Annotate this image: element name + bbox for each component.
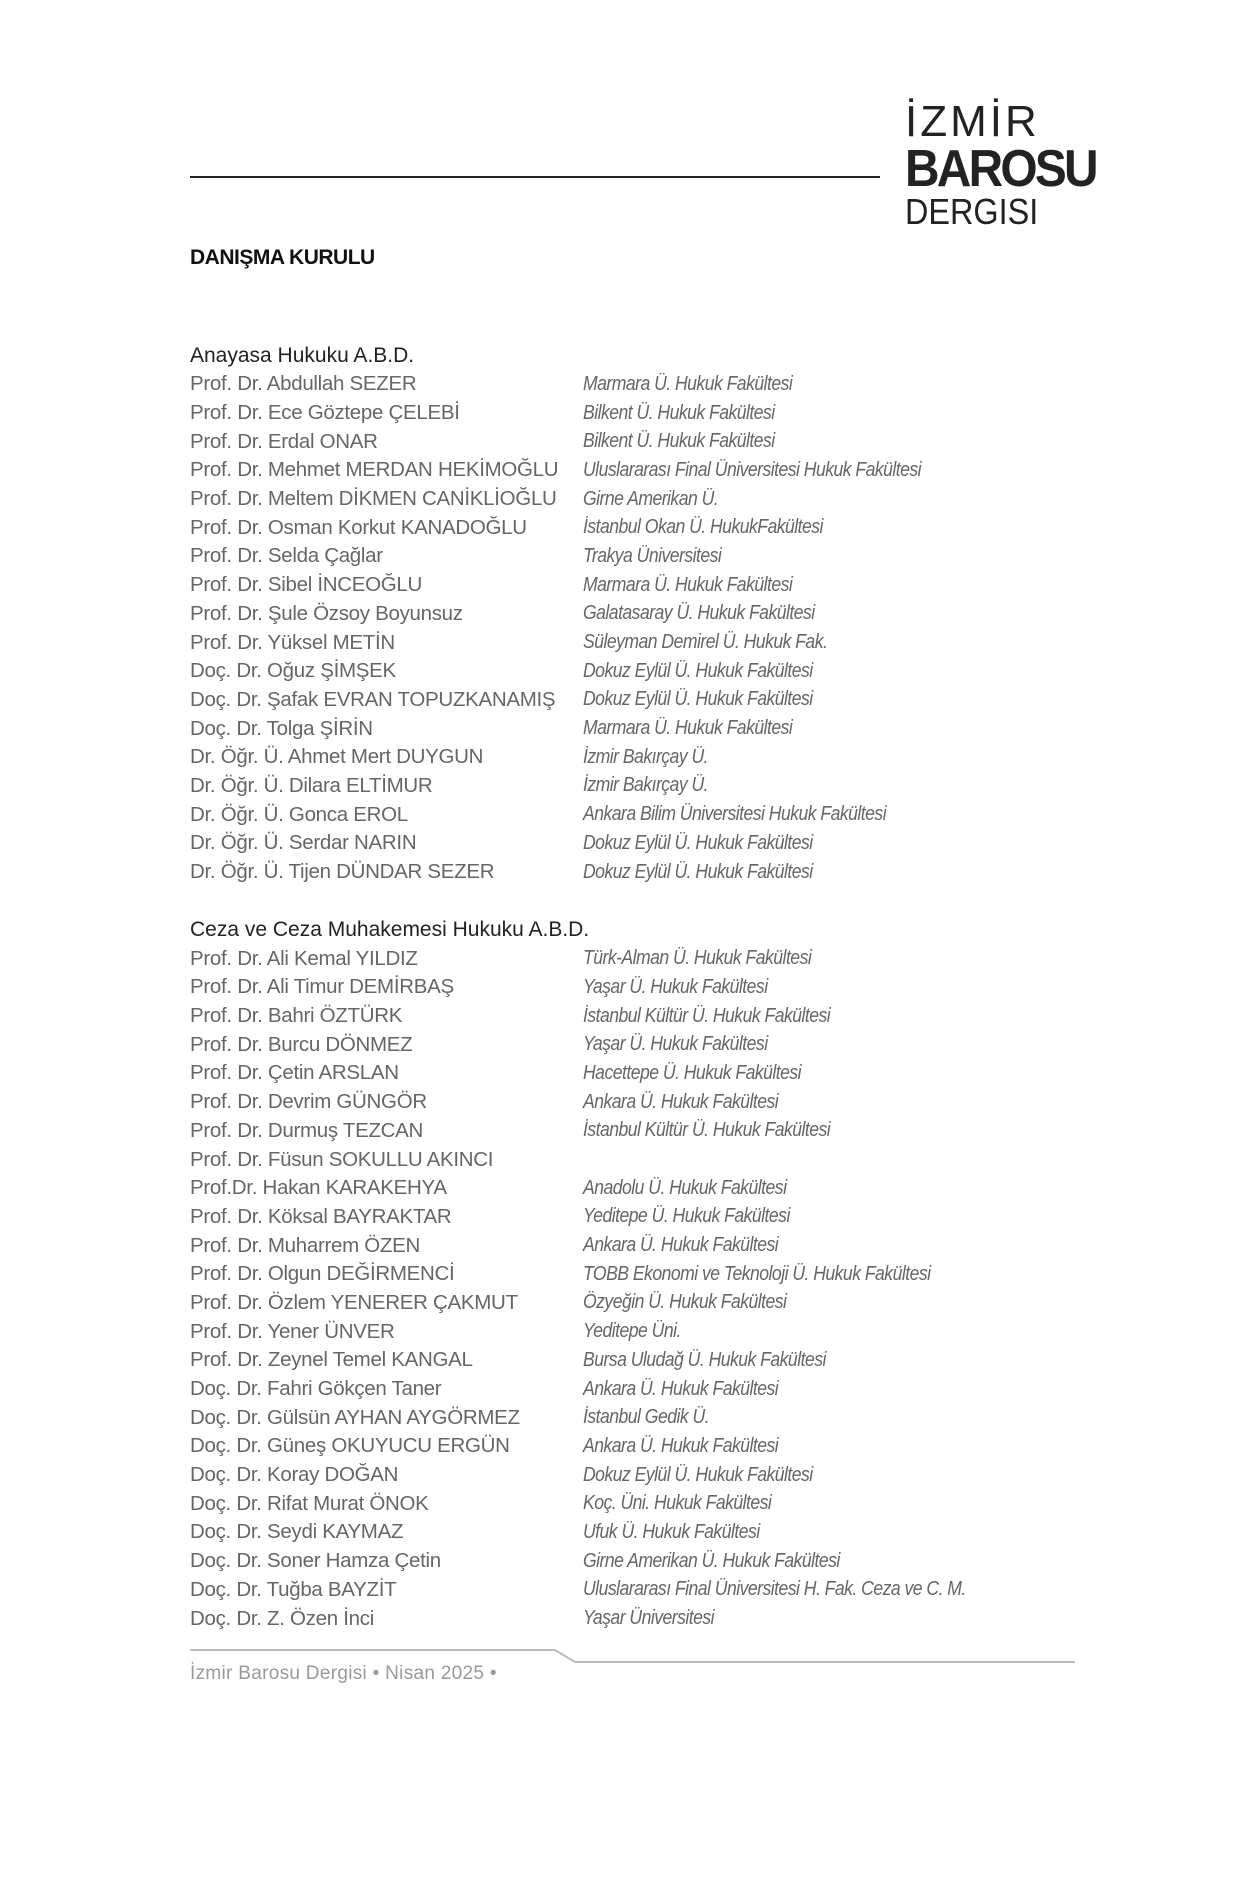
member-affiliation: Trakya Üniversitesi — [583, 544, 722, 567]
member-affiliation: Dokuz Eylül Ü. Hukuk Fakültesi — [583, 860, 813, 883]
member-name: Prof. Dr. Yüksel METİN — [190, 630, 395, 654]
member-row — [190, 1317, 1070, 1346]
member-row — [190, 628, 1070, 657]
member-name: Prof. Dr. Burcu DÖNMEZ — [190, 1032, 413, 1056]
member-affiliation: İstanbul Gedik Ü. — [583, 1406, 710, 1429]
member-row — [190, 542, 1070, 571]
member-affiliation: Bursa Uludağ Ü. Hukuk Fakültesi — [583, 1348, 826, 1371]
member-row — [190, 973, 1070, 1002]
member-affiliation: Marmara Ü. Hukuk Fakültesi — [583, 717, 793, 740]
member-row — [190, 1088, 1070, 1117]
member-row — [190, 1145, 1070, 1174]
member-name: Doç. Dr. Şafak EVRAN TOPUZKANAMIŞ — [190, 687, 556, 711]
member-affiliation: Ankara Bilim Üniversitesi Hukuk Fakültesi — [583, 803, 887, 826]
member-row — [190, 600, 1070, 629]
member-affiliation: İzmir Bakırçay Ü. — [583, 745, 709, 768]
member-row — [190, 714, 1070, 743]
member-row — [190, 1576, 1070, 1605]
member-affiliation: Anadolu Ü. Hukuk Fakültesi — [583, 1176, 787, 1199]
member-name: Prof. Dr. Köksal BAYRAKTAR — [190, 1204, 452, 1228]
member-affiliation: Yaşar Ü. Hukuk Fakültesi — [583, 1033, 768, 1056]
member-row — [190, 1260, 1070, 1289]
member-name: Prof. Dr. Ali Timur DEMİRBAŞ — [190, 975, 454, 999]
member-affiliation: Uluslararası Final Üniversitesi Hukuk Fakültesi — [583, 458, 922, 481]
member-name: Prof. Dr. Füsun SOKULLU AKINCI — [190, 1147, 494, 1171]
member-row — [190, 1547, 1070, 1576]
member-row — [190, 772, 1070, 801]
member-row — [190, 1403, 1070, 1432]
member-affiliation: Dokuz Eylül Ü. Hukuk Fakültesi — [583, 659, 813, 682]
member-row — [190, 800, 1070, 829]
member-row — [190, 427, 1070, 456]
member-affiliation: Koç. Üni. Hukuk Fakültesi — [583, 1492, 772, 1515]
member-name: Doç. Dr. Seydi KAYMAZ — [190, 1520, 404, 1544]
member-affiliation: TOBB Ekonomi ve Teknoloji Ü. Hukuk Fakültesi — [583, 1262, 931, 1285]
member-affiliation: Yeditepe Üni. — [583, 1320, 681, 1343]
member-name: Prof. Dr. Çetin ARSLAN — [190, 1061, 399, 1085]
member-row — [190, 1002, 1070, 1031]
member-affiliation: Uluslararası Final Üniversitesi H. Fak. Ceza ve C. M. — [583, 1578, 966, 1601]
member-affiliation: İstanbul Kültür Ü. Hukuk Fakültesi — [583, 1119, 831, 1142]
member-row — [190, 1059, 1070, 1088]
department-heading: Anayasa Hukuku A.B.D. — [190, 344, 415, 367]
page-footer — [190, 1647, 1075, 1707]
member-row — [190, 456, 1070, 485]
member-name: Dr. Öğr. Ü. Gonca EROL — [190, 802, 408, 826]
member-row — [190, 1489, 1070, 1518]
member-affiliation: İstanbul Okan Ü. HukukFakültesi — [583, 516, 823, 539]
member-name: Prof. Dr. Ece Göztepe ÇELEBİ — [190, 401, 460, 425]
member-name: Prof. Dr. Abdullah SEZER — [190, 372, 417, 396]
member-name: Prof. Dr. Mehmet MERDAN HEKİMOĞLU — [190, 458, 559, 482]
department-section — [190, 916, 1070, 1633]
member-row — [190, 485, 1070, 514]
member-row — [190, 1030, 1070, 1059]
member-name: Prof. Dr. Olgun DEĞİRMENCİ — [190, 1262, 455, 1286]
footer-text: İzmir Barosu Dergisi • Nisan 2025 • — [190, 1663, 497, 1684]
member-affiliation: Yeditepe Ü. Hukuk Fakültesi — [583, 1205, 790, 1228]
member-name: Dr. Öğr. Ü. Serdar NARIN — [190, 831, 417, 855]
member-name: Doç. Dr. Soner Hamza Çetin — [190, 1549, 441, 1573]
member-row — [190, 399, 1070, 428]
member-row — [190, 1174, 1070, 1203]
member-row — [190, 686, 1070, 715]
member-name: Prof. Dr. Devrim GÜNGÖR — [190, 1090, 427, 1114]
member-affiliation: Dokuz Eylül Ü. Hukuk Fakültesi — [583, 688, 813, 711]
member-affiliation: Galatasaray Ü. Hukuk Fakültesi — [583, 602, 815, 625]
member-row — [190, 1117, 1070, 1146]
member-row — [190, 1231, 1070, 1260]
member-affiliation: Süleyman Demirel Ü. Hukuk Fak. — [583, 631, 828, 654]
member-row — [190, 829, 1070, 858]
member-affiliation: Hacettepe Ü. Hukuk Fakültesi — [583, 1061, 802, 1084]
member-name: Prof. Dr. Meltem DİKMEN CANİKLİOĞLU — [190, 487, 557, 511]
department-section — [190, 342, 1070, 886]
member-name: Doç. Dr. Fahri Gökçen Taner — [190, 1377, 442, 1401]
member-row — [190, 1604, 1070, 1633]
member-affiliation: Ankara Ü. Hukuk Fakültesi — [583, 1234, 779, 1257]
advisory-board-list — [190, 342, 1070, 1633]
member-name: Doç. Dr. Koray DOĞAN — [190, 1463, 399, 1487]
member-name: Prof.Dr. Hakan KARAKEHYA — [190, 1176, 447, 1200]
member-row — [190, 1518, 1070, 1547]
member-affiliation: Bilkent Ü. Hukuk Fakültesi — [583, 430, 775, 453]
member-name: Prof. Dr. Yener ÜNVER — [190, 1319, 395, 1343]
member-affiliation: Ufuk Ü. Hukuk Fakültesi — [583, 1520, 760, 1543]
member-row — [190, 513, 1070, 542]
member-row — [190, 944, 1070, 973]
member-name: Prof. Dr. Osman Korkut KANADOĞLU — [190, 515, 527, 539]
member-name: Prof. Dr. Bahri ÖZTÜRK — [190, 1004, 403, 1028]
member-affiliation: Dokuz Eylül Ü. Hukuk Fakültesi — [583, 831, 813, 854]
journal-logo — [905, 97, 1096, 232]
member-name: Prof. Dr. Durmuş TEZCAN — [190, 1118, 424, 1142]
member-row — [190, 1289, 1070, 1318]
member-name: Doç. Dr. Tuğba BAYZİT — [190, 1577, 397, 1601]
member-row — [190, 858, 1070, 887]
member-name: Prof. Dr. Şule Özsoy Boyunsuz — [190, 601, 463, 625]
member-affiliation: İstanbul Kültür Ü. Hukuk Fakültesi — [583, 1004, 831, 1027]
member-affiliation: Marmara Ü. Hukuk Fakültesi — [583, 573, 793, 596]
member-name: Prof. Dr. Muharrem ÖZEN — [190, 1233, 421, 1257]
member-name: Prof. Dr. Zeynel Temel KANGAL — [190, 1348, 473, 1372]
member-affiliation: Özyeğin Ü. Hukuk Fakültesi — [583, 1291, 787, 1314]
member-row — [190, 1375, 1070, 1404]
department-heading: Ceza ve Ceza Muhakemesi Hukuku A.B.D. — [190, 918, 590, 942]
member-row — [190, 743, 1070, 772]
member-row — [190, 571, 1070, 600]
member-name: Prof. Dr. Sibel İNCEOĞLU — [190, 573, 423, 597]
member-affiliation: Yaşar Ü. Hukuk Fakültesi — [583, 975, 768, 998]
member-row — [190, 1203, 1070, 1232]
member-name: Dr. Öğr. Ü. Ahmet Mert DUYGUN — [190, 745, 484, 769]
member-affiliation: Ankara Ü. Hukuk Fakültesi — [583, 1090, 779, 1113]
member-name: Dr. Öğr. Ü. Dilara ELTİMUR — [190, 773, 433, 797]
member-name: Prof. Dr. Erdal ONAR — [190, 429, 378, 453]
member-row — [190, 1346, 1070, 1375]
member-affiliation: Yaşar Üniversitesi — [583, 1607, 715, 1630]
member-name: Doç. Dr. Gülsün AYHAN AYGÖRMEZ — [190, 1405, 520, 1429]
member-name: Prof. Dr. Ali Kemal YILDIZ — [190, 946, 418, 970]
member-affiliation: Girne Amerikan Ü. — [583, 487, 719, 510]
member-affiliation: Türk-Alman Ü. Hukuk Fakültesi — [583, 947, 812, 970]
member-name: Doç. Dr. Oğuz ŞİMŞEK — [190, 659, 396, 683]
member-row — [190, 1461, 1070, 1490]
logo-line-izmir: İZMİR — [905, 97, 1040, 146]
member-affiliation: İzmir Bakırçay Ü. — [583, 774, 709, 797]
member-name: Prof. Dr. Özlem YENERER ÇAKMUT — [190, 1290, 518, 1314]
member-name: Dr. Öğr. Ü. Tijen DÜNDAR SEZER — [190, 860, 495, 884]
header-rule — [190, 176, 880, 178]
member-row — [190, 370, 1070, 399]
logo-line-barosu: BAROSU — [905, 140, 1096, 198]
member-name: Doç. Dr. Rifat Murat ÖNOK — [190, 1491, 429, 1515]
member-row — [190, 1432, 1070, 1461]
member-name: Doç. Dr. Tolga ŞİRİN — [190, 716, 373, 740]
member-affiliation: Marmara Ü. Hukuk Fakültesi — [583, 372, 793, 395]
member-affiliation: Bilkent Ü. Hukuk Fakültesi — [583, 401, 775, 424]
member-affiliation: Ankara Ü. Hukuk Fakültesi — [583, 1377, 779, 1400]
member-affiliation: Ankara Ü. Hukuk Fakültesi — [583, 1434, 779, 1457]
member-affiliation: Dokuz Eylül Ü. Hukuk Fakültesi — [583, 1463, 813, 1486]
member-row — [190, 657, 1070, 686]
member-affiliation: Girne Amerikan Ü. Hukuk Fakültesi — [583, 1549, 840, 1572]
logo-line-dergisi: DERGISI — [905, 191, 1039, 232]
member-name: Prof. Dr. Selda Çağlar — [190, 544, 383, 568]
member-name: Doç. Dr. Z. Özen İnci — [190, 1606, 374, 1630]
member-name: Doç. Dr. Güneş OKUYUCU ERGÜN — [190, 1434, 510, 1458]
page-title: DANIŞMA KURULU — [190, 246, 375, 269]
